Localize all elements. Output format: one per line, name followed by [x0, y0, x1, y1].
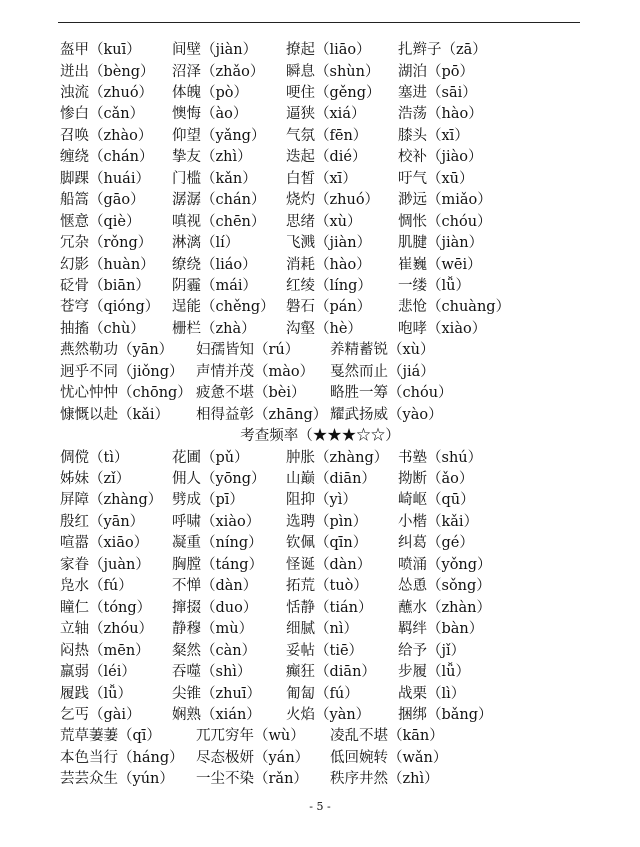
vocab-entry: 飞溅（jiàn） — [286, 235, 372, 251]
vocab-entry: 家眷（juàn） — [60, 556, 150, 573]
idiom-row — [0, 340, 640, 361]
word-row — [0, 662, 640, 683]
vocab-entry: 一缕（lǚ） — [398, 277, 470, 294]
vocab-entry: 殷红（yān） — [60, 513, 145, 530]
vocab-entry: 撺掇（duo） — [172, 599, 258, 616]
vocab-entry: 湖泊（pō） — [398, 63, 475, 80]
vocab-entry: 迥乎不同（jiǒng） — [60, 363, 184, 380]
idiom-row — [0, 405, 640, 426]
vocab-entry: 间壁（jiàn） — [172, 42, 258, 58]
vocab-entry: 惨白（cǎn） — [60, 106, 145, 123]
vocab-entry: 瞬息（shùn） — [286, 63, 380, 80]
vocab-entry: 山巅（diān） — [286, 471, 376, 487]
vocab-entry: 体魄（pò） — [172, 84, 249, 101]
vocab-entry: 立轴（zhóu） — [60, 621, 154, 638]
vocab-entry: 不惮（dàn） — [172, 578, 258, 595]
vocab-entry: 苍穹（qióng） — [60, 299, 160, 316]
vocab-entry: 幻影（huàn） — [60, 256, 155, 273]
vocab-entry: 燕然勒功（yān） — [60, 342, 174, 359]
vocab-entry: 荒草萋萋（qī） — [60, 728, 161, 745]
vocab-entry: 仰望（yǎng） — [172, 127, 266, 144]
vocab-entry: 闷热（mēn） — [60, 642, 150, 659]
vocab-entry: 忧心忡忡（chōng） — [60, 385, 192, 402]
vocab-entry: 惬意（qiè） — [60, 213, 141, 230]
word-row — [0, 448, 640, 469]
vocab-entry: 屏障（zhàng） — [60, 492, 163, 509]
vocab-entry: 养精蓄锐（xù） — [330, 342, 435, 359]
vocab-entry: 本色当行（háng） — [60, 749, 184, 766]
word-row — [0, 62, 640, 83]
vocab-entry: 阴霾（mái） — [172, 277, 258, 294]
vocab-entry: 拗断（ǎo） — [398, 471, 474, 487]
vocab-entry: 羁绊（bàn） — [398, 621, 484, 638]
word-row — [0, 83, 640, 104]
vocab-entry: 秩序井然（zhì） — [330, 771, 439, 788]
word-row — [0, 512, 640, 533]
word-row — [0, 319, 640, 340]
vocab-entry: 嗔视（chēn） — [172, 213, 266, 230]
vocab-entry: 凌乱不堪（kān） — [330, 728, 444, 745]
page-number: - 5 - — [309, 800, 331, 813]
vocab-entry: 阻抑（yì） — [286, 492, 357, 509]
vocab-entry: 粲然（càn） — [172, 642, 257, 659]
vocab-entry: 步履（lǚ） — [398, 664, 470, 681]
word-row — [0, 490, 640, 511]
vocab-entry: 捆绑（bǎng） — [398, 707, 493, 723]
vocab-entry: 悲怆（chuàng） — [398, 299, 511, 316]
word-row — [0, 212, 640, 233]
vocab-entry: 红绫（líng） — [286, 277, 372, 294]
vocab-entry: 哽住（gěng） — [286, 84, 381, 101]
vocab-entry: 迸出（bèng） — [60, 63, 155, 80]
vocab-entry: 娴熟（xián） — [172, 707, 261, 723]
vocab-entry: 冗杂（rǒng） — [60, 235, 153, 251]
vocab-entry: 匍匐（fú） — [286, 685, 359, 702]
vocab-entry: 崎岖（qū） — [398, 492, 475, 509]
idiom-row — [0, 726, 640, 747]
vocab-entry: 尖锥（zhuī） — [172, 685, 261, 702]
vocab-entry: 选聘（pìn） — [286, 513, 368, 530]
word-row — [0, 533, 640, 554]
vocab-entry: 妥帖（tiē） — [286, 642, 364, 659]
vocab-entry: 沼泽（zhǎo） — [172, 63, 265, 80]
vocab-entry: 疲惫不堪（bèi） — [196, 385, 306, 402]
vocab-entry: 挚友（zhì） — [172, 149, 252, 166]
vocab-entry: 淋漓（lí） — [172, 235, 240, 251]
word-row — [0, 641, 640, 662]
vocab-entry: 劈成（pī） — [172, 492, 244, 509]
vocab-entry: 气氛（fēn） — [286, 127, 368, 144]
vocab-entry: 肌腱（jiàn） — [398, 235, 484, 251]
vocab-entry: 盔甲（kuī） — [60, 42, 141, 58]
vocab-entry: 惆怅（chóu） — [398, 213, 492, 230]
word-row — [0, 576, 640, 597]
idiom-row — [0, 769, 640, 790]
word-row — [0, 40, 640, 61]
word-row — [0, 619, 640, 640]
word-row — [0, 255, 640, 276]
vocab-entry: 缭绕（liáo） — [172, 256, 257, 273]
vocab-entry: 瞳仁（tóng） — [60, 599, 152, 616]
vocab-entry: 慷慨以赴（kǎi） — [60, 406, 170, 423]
vocab-entry: 浩荡（hào） — [398, 106, 483, 123]
vocab-entry: 肿胀（zhàng） — [286, 449, 389, 466]
idiom-row — [0, 383, 640, 404]
word-row — [0, 276, 640, 297]
vocab-entry: 吁气（xū） — [398, 170, 474, 187]
vocab-entry: 膝头（xī） — [398, 127, 469, 144]
vocab-entry: 消耗（hào） — [286, 256, 371, 273]
vocab-entry: 咆哮（xiào） — [398, 320, 487, 337]
vocab-entry: 履践（lǚ） — [60, 685, 132, 702]
vocab-entry: 撩起（liāo） — [286, 42, 371, 58]
vocab-entry: 恬静（tián） — [286, 599, 373, 616]
vocab-entry: 召唤（zhào） — [60, 127, 153, 144]
vocab-entry: 兀兀穷年（wù） — [196, 728, 305, 745]
vocab-entry: 佣人（yōng） — [172, 471, 266, 487]
vocab-entry: 尽态极妍（yán） — [196, 749, 310, 766]
vocab-entry: 逞能（chěng） — [172, 299, 275, 316]
vocab-entry: 相得益彰（zhāng） — [196, 406, 328, 423]
header-rule — [58, 22, 580, 23]
vocab-entry: 给予（jǐ） — [398, 642, 466, 659]
vocab-entry: 姊妹（zǐ） — [60, 471, 131, 487]
vocab-entry: 船篙（gāo） — [60, 192, 145, 209]
vocab-entry: 略胜一筹（chóu） — [330, 385, 453, 402]
word-row — [0, 598, 640, 619]
word-row — [0, 684, 640, 705]
word-row — [0, 126, 640, 147]
word-row — [0, 169, 640, 190]
vocab-entry: 纠葛（gé） — [398, 535, 474, 552]
vocab-entry: 书塾（shú） — [398, 449, 483, 466]
vocab-entry: 拓荒（tuò） — [286, 578, 368, 595]
vocab-entry: 呼啸（xiào） — [172, 513, 261, 530]
vocab-entry: 凝重（níng） — [172, 535, 263, 552]
frequency-heading: 考查频率（★★★☆☆） — [240, 428, 400, 445]
vocab-entry: 抽搐（chù） — [60, 320, 145, 337]
vocab-entry: 浊流（zhuó） — [60, 84, 154, 101]
vocab-entry: 懊悔（ào） — [172, 106, 248, 123]
vocab-entry: 沟壑（hè） — [286, 320, 362, 337]
vocab-entry: 逼狭（xiá） — [286, 106, 366, 123]
vocab-entry: 崔巍（wēi） — [398, 256, 482, 273]
vocab-entry: 磐石（pán） — [286, 299, 372, 316]
vocab-entry: 钦佩（qīn） — [286, 535, 368, 552]
vocab-entry: 声情并茂（mào） — [196, 363, 315, 380]
vocab-entry: 吞噬（shì） — [172, 664, 252, 681]
word-row — [0, 297, 640, 318]
idiom-row — [0, 362, 640, 383]
vocab-entry: 怂恿（sǒng） — [398, 578, 491, 595]
vocab-entry: 渺远（miǎo） — [398, 192, 492, 209]
word-row — [0, 705, 640, 726]
vocab-entry: 门槛（kǎn） — [172, 170, 257, 187]
vocab-entry: 战栗（lì） — [398, 685, 466, 702]
vocab-entry: 凫水（fú） — [60, 578, 133, 595]
vocab-entry: 砭骨（biān） — [60, 277, 150, 294]
vocab-entry: 羸弱（léi） — [60, 664, 136, 681]
word-row — [0, 469, 640, 490]
word-row — [0, 104, 640, 125]
vocab-entry: 细腻（nì） — [286, 621, 358, 638]
vocab-entry: 戛然而止（jiá） — [330, 363, 435, 380]
vocab-entry: 癫狂（diān） — [286, 664, 376, 681]
vocab-entry: 潺潺（chán） — [172, 192, 266, 209]
vocab-entry: 栅栏（zhà） — [172, 320, 256, 337]
vocab-entry: 胸膛（táng） — [172, 556, 264, 573]
vocab-entry: 白皙（xī） — [286, 170, 357, 187]
vocab-entry: 静穆（mù） — [172, 621, 254, 638]
vocab-entry: 校补（jiào） — [398, 149, 483, 166]
vocab-entry: 倜傥（tì） — [60, 449, 129, 466]
vocab-entry: 怪诞（dàn） — [286, 556, 372, 573]
vocab-entry: 蘸水（zhàn） — [398, 599, 491, 616]
vocab-entry: 乞丐（gài） — [60, 707, 141, 723]
vocab-entry: 缠绕（chán） — [60, 149, 154, 166]
word-row — [0, 190, 640, 211]
vocab-entry: 思绪（xù） — [286, 213, 362, 230]
vocab-entry: 小楷（kǎi） — [398, 513, 479, 530]
vocab-entry: 火焰（yàn） — [286, 707, 371, 723]
word-row — [0, 555, 640, 576]
word-row — [0, 233, 640, 254]
vocab-entry: 低回婉转（wǎn） — [330, 749, 448, 766]
vocab-entry: 烧灼（zhuó） — [286, 192, 380, 209]
vocab-entry: 扎辫子（zā） — [398, 42, 487, 58]
vocab-entry: 喧嚣（xiāo） — [60, 535, 149, 552]
word-row — [0, 147, 640, 168]
vocab-entry: 花圃（pǔ） — [172, 449, 249, 466]
vocab-entry: 迭起（dié） — [286, 149, 367, 166]
vocab-entry: 妇孺皆知（rú） — [196, 342, 300, 359]
vocab-entry: 耀武扬威（yào） — [330, 406, 443, 423]
idiom-row — [0, 748, 640, 769]
vocab-entry: 脚踝（huái） — [60, 170, 150, 187]
vocab-entry: 喷涌（yǒng） — [398, 556, 492, 573]
vocab-entry: 塞进（sāi） — [398, 84, 477, 101]
vocab-entry: 一尘不染（rǎn） — [196, 771, 308, 788]
vocab-entry: 芸芸众生（yún） — [60, 771, 174, 788]
